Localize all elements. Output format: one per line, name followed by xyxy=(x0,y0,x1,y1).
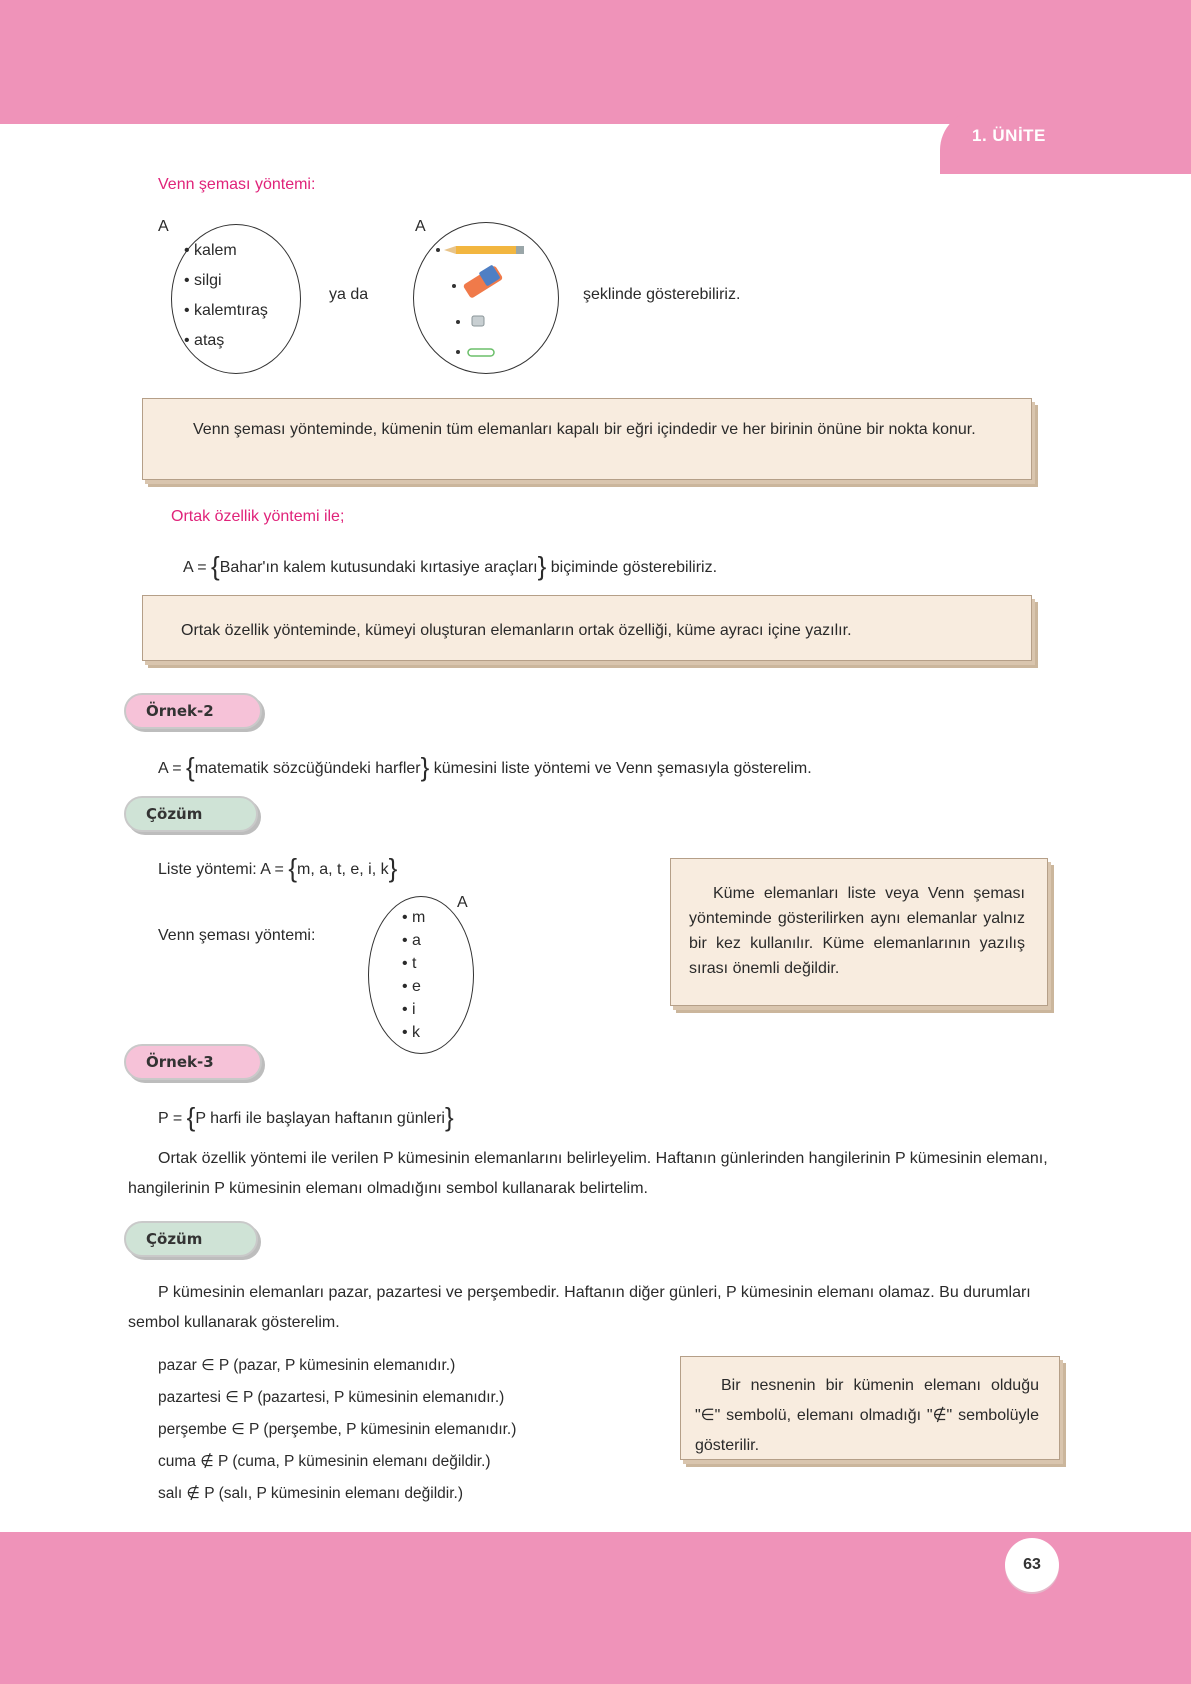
sharpener-icon xyxy=(456,316,484,326)
set-content: Bahar'ın kalem kutusundaki kırtasiye araçları xyxy=(219,559,538,576)
venn-set-label-text: A xyxy=(158,218,169,235)
note-symbol: Bir nesnenin bir kümenin elemanı olduğu "∈" sembolü, elemanı olmadığı "∉" sembolüyle gösterilir. xyxy=(680,1356,1060,1460)
example-2-pill: Örnek-2 xyxy=(124,693,262,729)
venn-set-label-picture: A xyxy=(415,218,426,235)
eraser-icon xyxy=(452,265,503,299)
set-suffix: biçiminde gösterebiliriz. xyxy=(550,559,718,576)
venn-item: • ataş xyxy=(184,332,225,349)
letter-item: • k xyxy=(402,1024,421,1041)
example-2-set-line xyxy=(158,752,812,782)
note-common: Ortak özellik yönteminde, kümeyi oluşturan elemanların ortak özelliği, küme ayracı içine yazılır. xyxy=(142,595,1032,661)
membership-line: pazartesi ∈ P (pazartesi, P kümesinin elemanıdır.) xyxy=(158,1389,505,1406)
brace-close: } xyxy=(537,551,547,581)
venn-heading: Venn şeması yöntemi: xyxy=(158,176,316,193)
venn-item: • kalem xyxy=(184,242,237,259)
venn-items-text xyxy=(184,236,268,356)
letter-item: • m xyxy=(402,909,426,926)
letter-item: • a xyxy=(402,932,421,949)
paperclip-icon xyxy=(456,349,494,356)
membership-line: pazar ∈ P (pazar, P kümesinin elemanıdır.) xyxy=(158,1357,456,1374)
venn-connector: ya da xyxy=(329,286,369,303)
example-3-pill: Örnek-3 xyxy=(124,1044,262,1080)
list-method-line xyxy=(158,853,398,883)
brace-close: } xyxy=(420,752,430,782)
example-3-paragraph: Ortak özellik yöntemi ile verilen P kümesinin elemanlarını belirleyelim. Haftanın günlerinden hangilerinin P kümesinin elemanı, hangilerinin P kümesinin elemanı olmadığını sembol kullanarak belirtelim. xyxy=(128,1150,1048,1197)
list-content: m, a, t, e, i, k xyxy=(297,861,389,878)
letter-item: • t xyxy=(402,955,417,972)
pencil-icon xyxy=(436,246,524,254)
set-content: P harfi ile başlayan haftanın günleri xyxy=(195,1110,445,1127)
set-lhs: A = xyxy=(183,559,207,576)
solution-2-pill: Çözüm xyxy=(124,796,258,832)
letter-item: • e xyxy=(402,978,421,995)
brace-open: { xyxy=(288,853,297,883)
venn-suffix: şeklinde gösterebiliriz. xyxy=(583,286,741,303)
list-prefix: Liste yöntemi: A = xyxy=(158,861,284,878)
brace-open: { xyxy=(186,1102,196,1132)
membership-line: cuma ∉ P (cuma, P kümesinin elemanı değildir.) xyxy=(158,1453,491,1470)
brace-open: { xyxy=(211,551,220,581)
membership-lines xyxy=(158,1350,516,1510)
common-set-line xyxy=(183,551,718,581)
set-lhs: A = xyxy=(158,760,182,777)
venn-method-label: Venn şeması yöntemi: xyxy=(158,927,316,944)
example-3-set-line xyxy=(158,1102,454,1132)
unit-label: 1. ÜNİTE xyxy=(972,126,1046,145)
page-number: 63 xyxy=(1005,1538,1059,1592)
venn-item: • kalemtıraş xyxy=(184,302,268,319)
solution-3-pill: Çözüm xyxy=(124,1221,258,1257)
letter-item: • i xyxy=(402,1001,416,1018)
header-band xyxy=(0,0,1191,124)
letters-list xyxy=(402,906,425,1044)
brace-close: } xyxy=(388,853,398,883)
solution-3-paragraph: P kümesinin elemanları pazar, pazartesi ve perşembedir. Haftanın diğer günleri, P kümesinin elemanı olamaz. Bu durumları sembol kullanarak gösterelim. xyxy=(128,1284,1031,1331)
brace-open: { xyxy=(186,752,195,782)
note-venn: Venn şeması yönteminde, kümenin tüm elemanları kapalı bir eğri içindedir ve her birinin önüne bir nokta konur. xyxy=(142,398,1032,480)
venn-item: • silgi xyxy=(184,272,222,289)
set-lhs: P = xyxy=(158,1110,183,1127)
stationery-pictures xyxy=(432,236,542,366)
letters-set-label: A xyxy=(457,894,468,911)
membership-line: perşembe ∈ P (perşembe, P kümesinin elemanıdır.) xyxy=(158,1421,517,1438)
brace-close: } xyxy=(444,1102,454,1132)
membership-line: salı ∉ P (salı, P kümesinin elemanı değildir.) xyxy=(158,1485,463,1502)
set-content: matematik sözcüğündeki harfler xyxy=(194,760,421,777)
note-list: Küme elemanları liste veya Venn şeması yönteminde gösterilirken aynı elemanlar yalnız bir kez kullanılır. Küme elemanlarının yazılış sırası önemli değildir. xyxy=(670,858,1048,1006)
common-heading: Ortak özellik yöntemi ile; xyxy=(171,508,345,525)
set-suffix: kümesini liste yöntemi ve Venn şemasıyla gösterelim. xyxy=(433,760,812,777)
